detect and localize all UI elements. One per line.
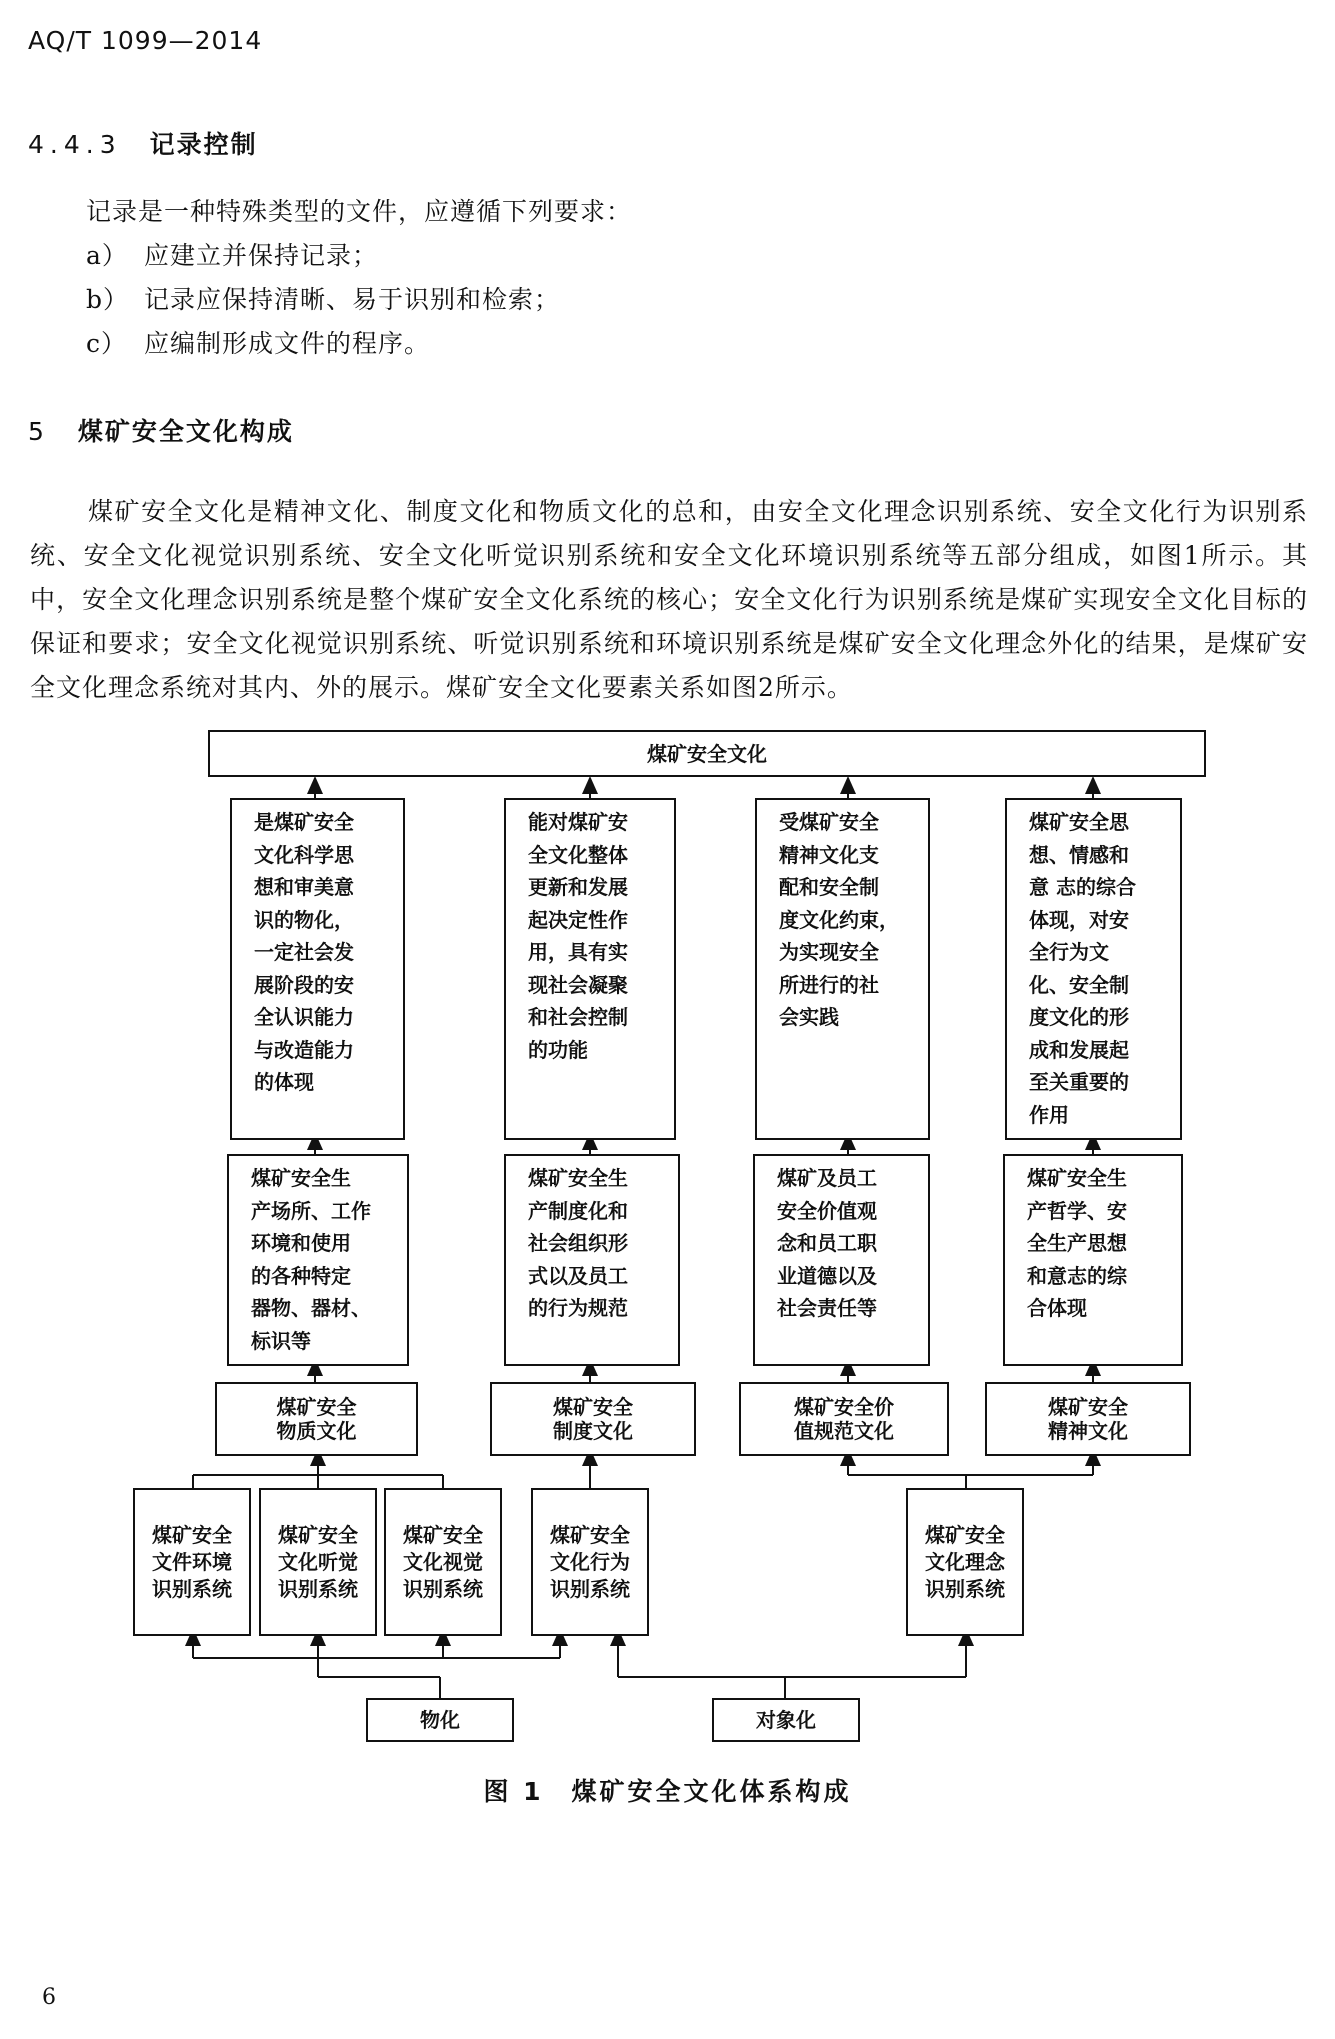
box-system-concept: 煤矿安全 文化理念 识别系统 xyxy=(906,1488,1024,1636)
section-5-number: 5 xyxy=(28,417,50,446)
list-item-tag: b） xyxy=(86,285,130,314)
box-materialization: 物化 xyxy=(366,1698,514,1742)
box-desc-spiritual: 煤矿安全思 想、情感和 意 志的综合 体现，对安 全行为文 化、安全制 度文化的形 成和发展起 至关重要的 作用 xyxy=(1005,798,1182,1140)
box-objectification: 对象化 xyxy=(712,1698,860,1742)
box-content-material: 煤矿安全生 产场所、工作 环境和使用 的各种特定 器物、器材、 标识等 xyxy=(227,1154,409,1366)
section-5-title: 煤矿安全文化构成 xyxy=(77,417,294,446)
list-item-a xyxy=(86,236,378,272)
list-item-text: 应建立并保持记录； xyxy=(144,241,379,270)
list-item-text: 应编制形成文件的程序。 xyxy=(144,329,431,358)
box-system-behavior: 煤矿安全 文化行为 识别系统 xyxy=(531,1488,649,1636)
section-5-heading xyxy=(28,412,294,448)
box-culture-value: 煤矿安全价 值规范文化 xyxy=(739,1382,949,1456)
box-content-spiritual: 煤矿安全生 产哲学、安 全生产思想 和意志的综 合体现 xyxy=(1003,1154,1183,1366)
figure-caption: 图 1 煤矿安全文化体系构成 xyxy=(483,1777,852,1806)
standard-number: AQ/T 1099—2014 xyxy=(28,26,263,55)
section-5-paragraph-block xyxy=(30,490,1308,710)
list-item-c xyxy=(86,324,430,360)
box-desc-material: 是煤矿安全 文化科学思 想和审美意 识的物化， 一定社会发 展阶段的安 全认识能力 与改造能力 的体现 xyxy=(230,798,405,1140)
figure-1 xyxy=(130,728,1210,1740)
box-coal-safety-culture: 煤矿安全文化 xyxy=(208,730,1206,777)
section-5-paragraph: 煤矿安全文化是精神文化、制度文化和物质文化的总和，由安全文化理念识别系统、安全文化行为识别系统、安全文化视觉识别系统、安全文化听觉识别系统和安全文化环境识别系统等五部分组成，如图1所示。其中，安全文化理念识别系统是整个煤矿安全文化系统的核心；安全文化行为识别系统是煤矿实现安全文化目标的保证和要求；安全文化视觉识别系统、听觉识别系统和环境识别系统是煤矿安全文化理念外化的结果，是煤矿安全文化理念系统对其内、外的展示。煤矿安全文化要素关系如图2所示。 xyxy=(30,497,1308,702)
box-culture-spiritual: 煤矿安全 精神文化 xyxy=(985,1382,1191,1456)
box-culture-institutional: 煤矿安全 制度文化 xyxy=(490,1382,696,1456)
box-system-auditory: 煤矿安全 文化听觉 识别系统 xyxy=(259,1488,377,1636)
box-system-environment: 煤矿安全 文件环境 识别系统 xyxy=(133,1488,251,1636)
box-desc-institutional: 能对煤矿安 全文化整体 更新和发展 起决定性作 用，具有实 现社会凝聚 和社会控制 的功能 xyxy=(504,798,676,1140)
list-item-b xyxy=(86,280,560,316)
box-content-institutional: 煤矿安全生 产制度化和 社会组织形 式以及员工 的行为规范 xyxy=(504,1154,680,1366)
list-item-text: 记录应保持清晰、易于识别和检索； xyxy=(144,285,561,314)
list-item-tag: a） xyxy=(86,241,128,270)
section-443-heading xyxy=(28,125,258,161)
section-443-title: 记录控制 xyxy=(149,130,258,159)
list-item-tag: c） xyxy=(86,329,128,358)
page-number: 6 xyxy=(42,1985,56,2010)
box-culture-material: 煤矿安全 物质文化 xyxy=(215,1382,418,1456)
box-system-visual: 煤矿安全 文化视觉 识别系统 xyxy=(384,1488,502,1636)
section-443-number: 4.4.3 xyxy=(28,130,122,159)
box-content-value: 煤矿及员工 安全价值观 念和员工职 业道德以及 社会责任等 xyxy=(753,1154,930,1366)
section-443-intro: 记录是一种特殊类型的文件，应遵循下列要求： xyxy=(86,197,633,226)
box-desc-behavioral: 受煤矿安全 精神文化支 配和安全制 度文化约束， 为实现安全 所进行的社 会实践 xyxy=(755,798,930,1140)
